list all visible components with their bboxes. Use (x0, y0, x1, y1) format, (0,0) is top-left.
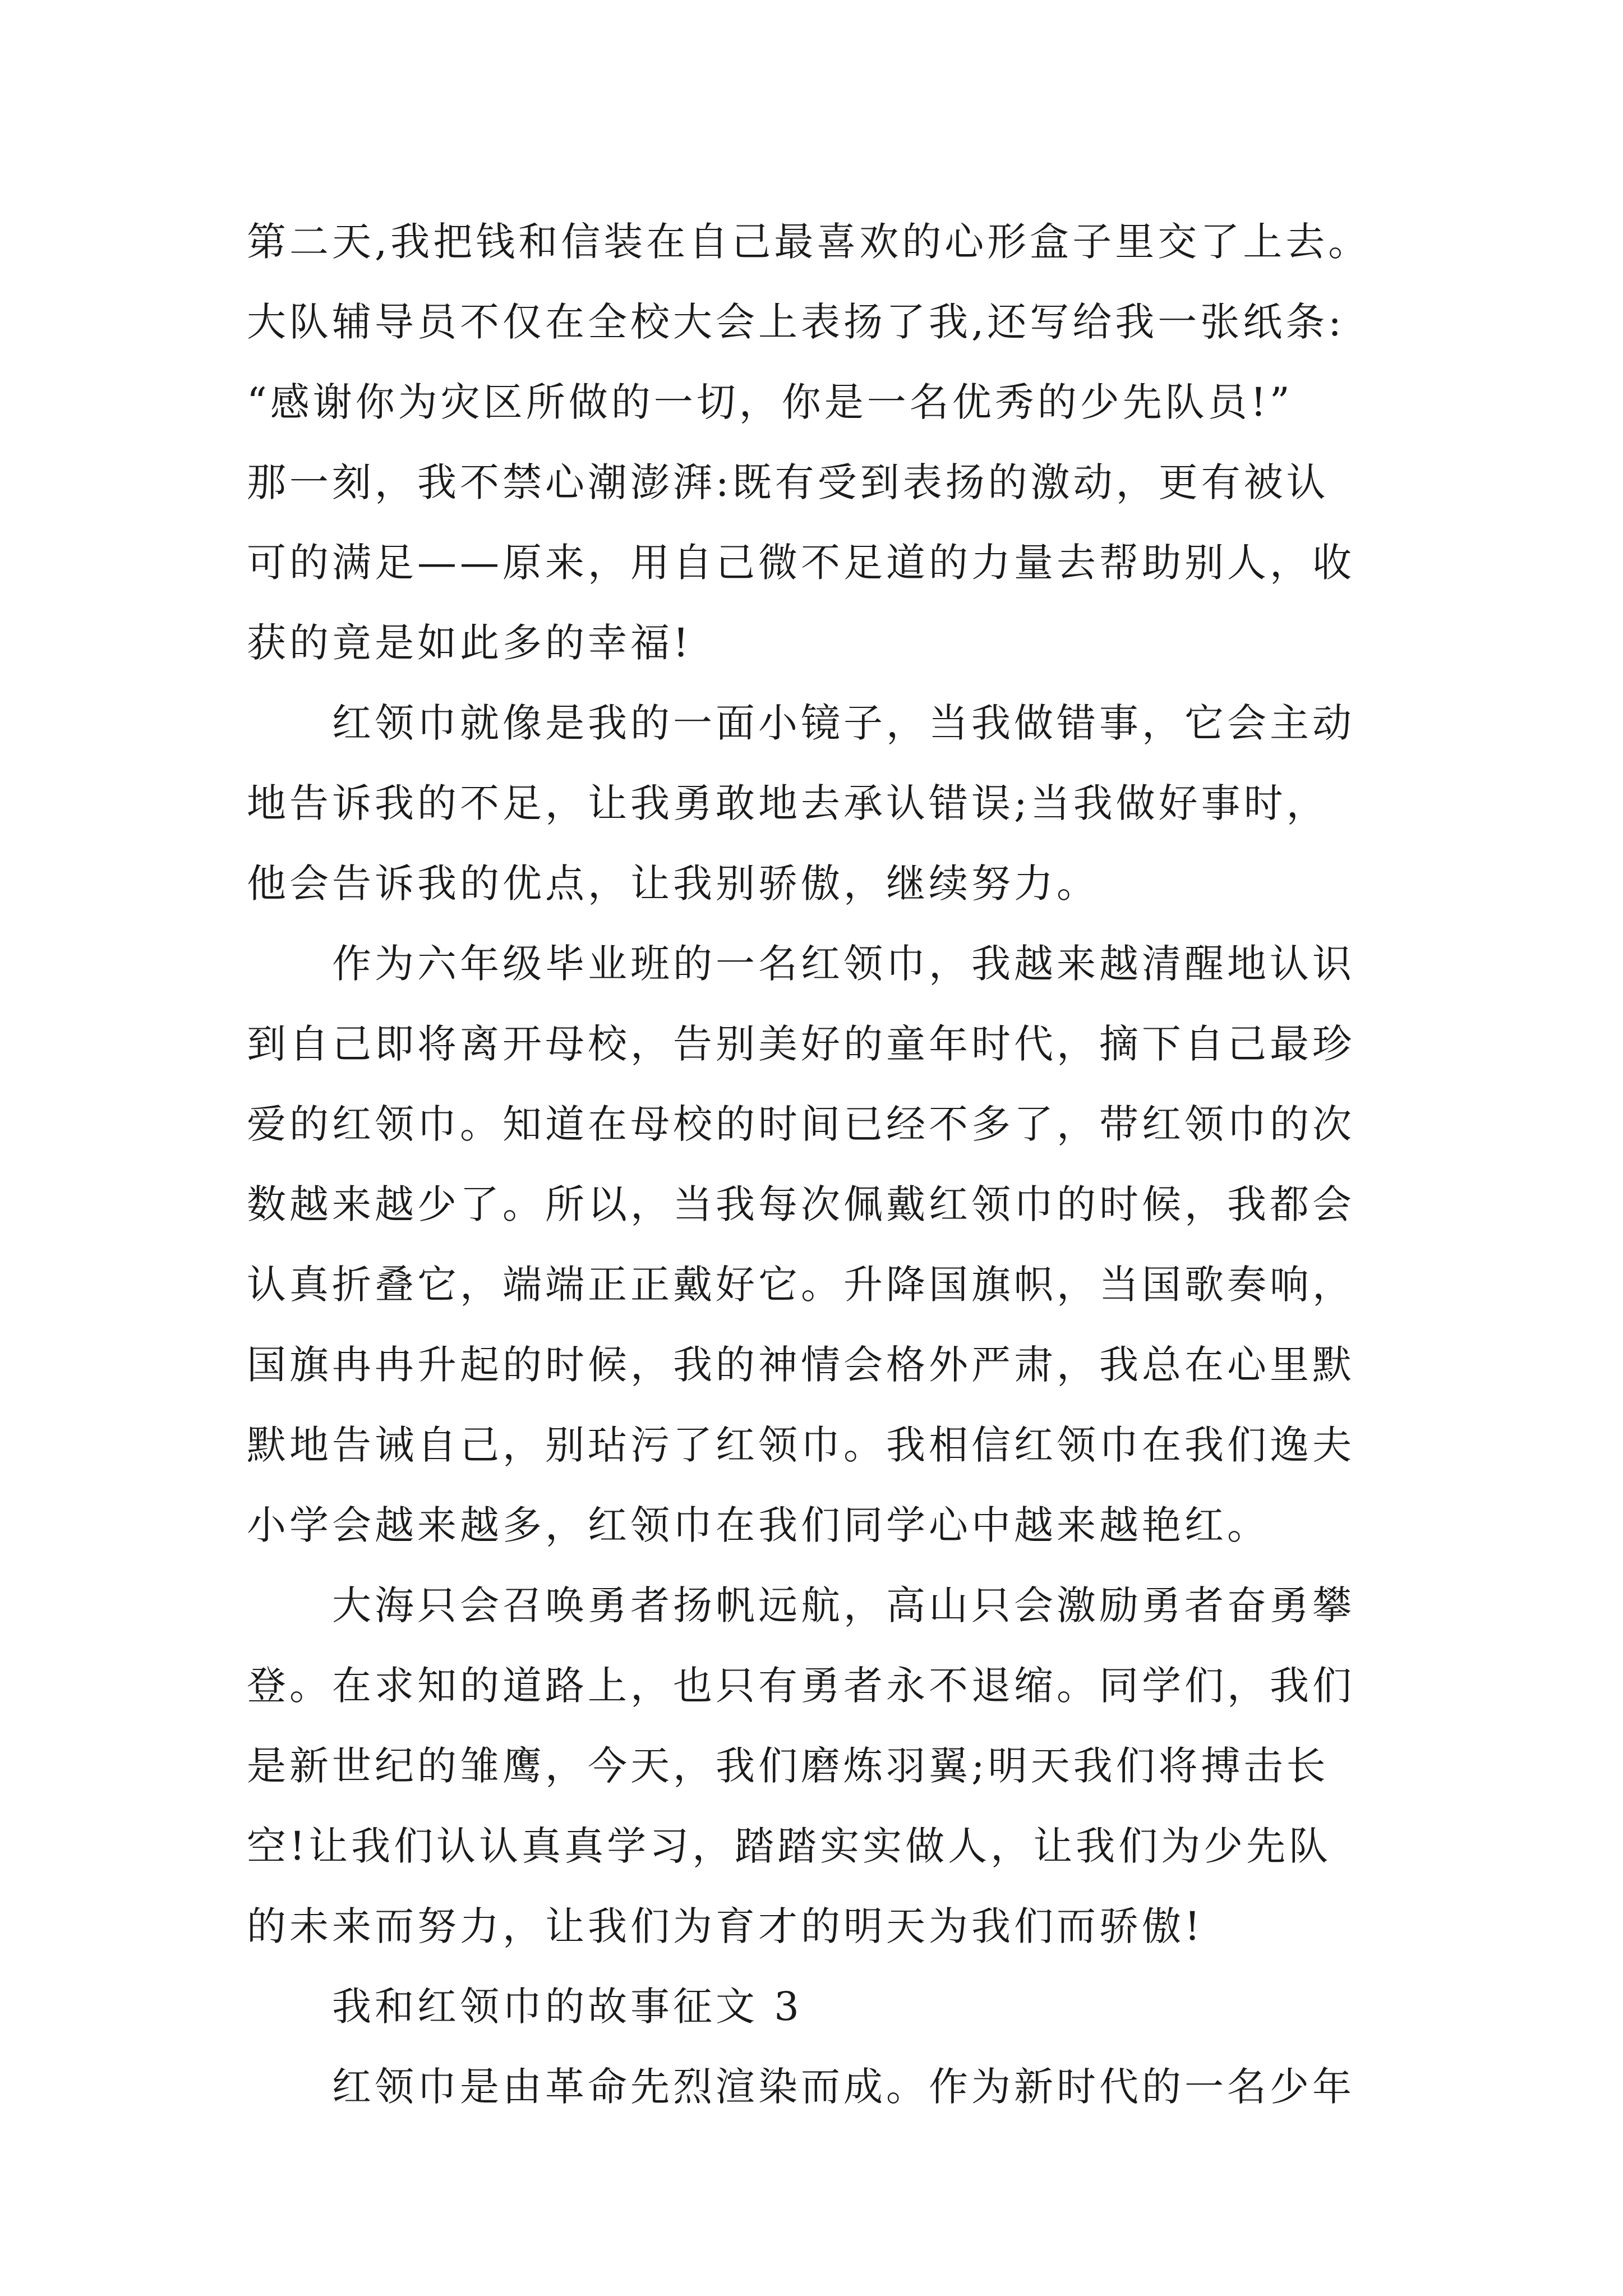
paragraph-start-line: 作为六年级毕业班的一名红领巾，我越来越清醒地认识 (332, 941, 1355, 987)
text-line: 登。在求知的道路上，也只有勇者永不退缩。同学们，我们 (247, 1663, 1355, 1709)
section-heading: 我和红领巾的故事征文 3 (332, 1984, 803, 2030)
text-line: 空!让我们认认真真学习，踏踏实实做人，让我们为少先队 (247, 1823, 1332, 1869)
text-line: 可的满足——原来，用自己微不足道的力量去帮助别人，收 (247, 540, 1355, 586)
text-line: 认真折叠它，端端正正戴好它。升降国旗帜，当国歌奏响， (247, 1262, 1355, 1308)
text-line: 小学会越来越多，红领巾在我们同学心中越来越艳红。 (247, 1502, 1270, 1548)
text-line: 大队辅导员不仅在全校大会上表扬了我,还写给我一张纸条: (247, 299, 1345, 345)
paragraph-start-line: 红领巾是由革命先烈渲染而成。作为新时代的一名少年 (332, 2064, 1355, 2110)
paragraph-start-line: 红领巾就像是我的一面小镜子，当我做错事，它会主动 (332, 700, 1355, 746)
text-line: 获的竟是如此多的幸福! (247, 620, 693, 666)
document-body (247, 202, 1424, 2127)
text-line: 地告诉我的不足，让我勇敢地去承认错误;当我做好事时， (247, 780, 1329, 826)
paragraph-start-line: 大海只会召唤勇者扬帆远航，高山只会激励勇者奋勇攀 (332, 1582, 1355, 1628)
text-line: 默地告诫自己，别玷污了红领巾。我相信红领巾在我们逸夫 (247, 1422, 1355, 1468)
text-line: 爱的红领巾。知道在母校的时间已经不多了，带红领巾的次 (247, 1101, 1355, 1147)
text-line: “感谢你为灾区所做的一切，你是一名优秀的少先队员!” (247, 379, 1293, 425)
text-line: 国旗冉冉升起的时候，我的神情会格外严肃，我总在心里默 (247, 1342, 1355, 1388)
text-line: 数越来越少了。所以，当我每次佩戴红领巾的时候，我都会 (247, 1181, 1355, 1227)
text-line: 是新世纪的雏鹰，今天，我们磨炼羽翼;明天我们将搏击长 (247, 1743, 1329, 1789)
text-line: 他会告诉我的优点，让我别骄傲，继续努力。 (247, 861, 1099, 907)
text-line: 的未来而努力，让我们为育才的明天为我们而骄傲! (247, 1903, 1204, 1949)
text-line: 第二天,我把钱和信装在自己最喜欢的心形盒子里交了上去。 (247, 219, 1371, 265)
text-line: 那一刻，我不禁心潮澎湃:既有受到表扬的激动，更有被认 (247, 459, 1329, 505)
text-line: 到自己即将离开母校，告别美好的童年时代，摘下自己最珍 (247, 1021, 1355, 1067)
